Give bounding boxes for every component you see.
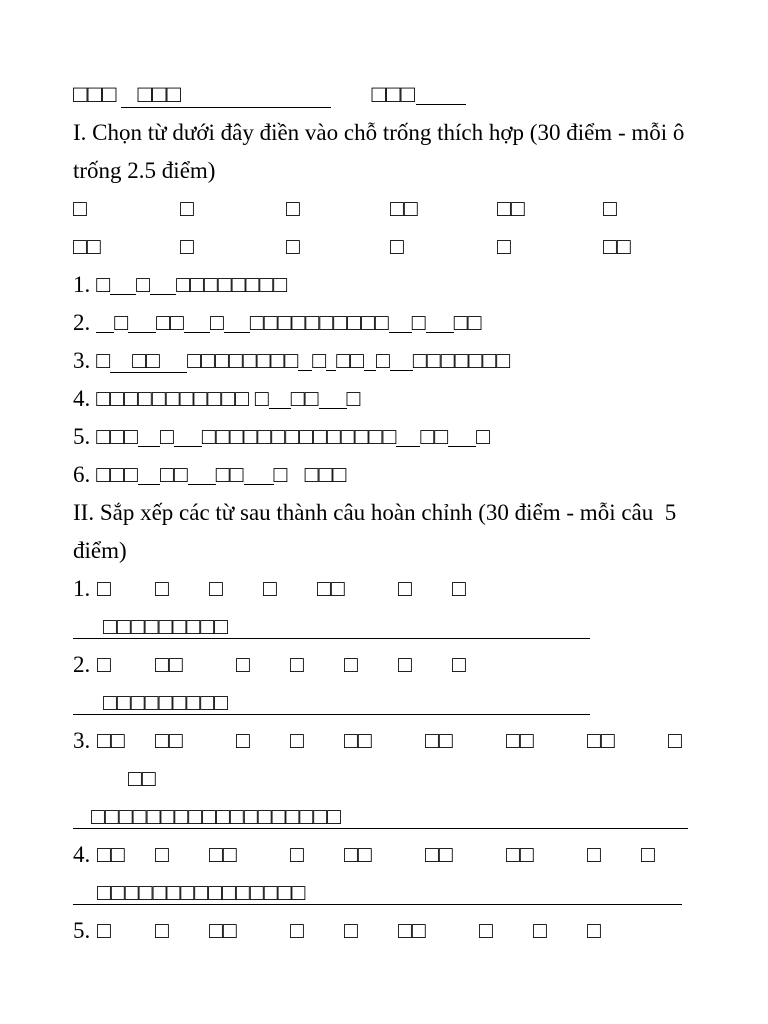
answer-blank [224,332,250,333]
question-text: □ [96,348,111,373]
question-number: 4. [73,386,91,411]
answer-blank [396,446,420,447]
question-text: □ [114,310,129,335]
answer-line-text: □□□□□□□□□□□□□□□ [73,881,682,905]
word-tile: □□ [209,918,237,943]
name-field: □□□ [121,83,331,108]
sentence-question-cont [0,760,768,798]
question-number: 5. [73,424,91,449]
section-1-instruction: I. Chọn từ dưới đây điền vào chỗ trống thích hợp (30 điểm - mỗi ô [73,120,685,145]
word-tile: □ [97,576,111,601]
worksheet-header [0,76,768,114]
word-bank-item: □ [73,196,87,221]
question-number: 3. [73,348,91,373]
question-text: □ [312,348,327,373]
word-tile: □□ [97,728,125,753]
question-number: 2. [73,652,91,677]
sentence-question [0,646,768,684]
word-tile: □ [452,576,466,601]
word-tile: □□ [317,576,345,601]
word-tile: □ [236,652,250,677]
answer-blank [426,332,454,333]
answer-line [0,608,768,646]
question-number: 1. [73,272,91,297]
word-bank-item: □ [390,234,404,259]
word-tile: □□ [506,842,534,867]
question-text: □ [476,424,491,449]
question-text: □□□□□□□□□□ [249,310,389,335]
question-text: □□□ [96,424,138,449]
question-number: 4. [73,842,91,867]
question-text: □□□□□□□□□□□ □ [96,386,269,411]
word-tile: □□ [425,728,453,753]
sentence-question [0,836,768,874]
question-number: 1. [73,576,91,601]
answer-blank [448,446,476,447]
word-tile: □□ [587,728,615,753]
word-tile: □□ [344,842,372,867]
question-text: □ [376,348,390,373]
answer-blank [319,408,347,409]
question-text: □ □□□ [273,462,347,487]
word-tile: □ [290,652,304,677]
word-tile: □□ [209,842,237,867]
class-blank [416,104,466,105]
word-tile: □ [236,728,250,753]
answer-blank [326,370,336,371]
word-tile: □ [263,576,277,601]
question-number: 6. [73,462,91,487]
question-text: □□□□□□□□ [176,272,288,297]
answer-blank [184,332,210,333]
word-tile: □ [290,728,304,753]
section-1-instruction-cont: trống 2.5 điểm) [73,158,216,183]
underlined-answer: □□ [110,349,187,373]
word-tile: □□ [155,652,183,677]
word-tile: □ [398,576,412,601]
question-text: □□ [420,424,449,449]
answer-line-text: □□□□□□□□□□□□□□□□□□ [73,805,688,829]
answer-blank [389,332,412,333]
fill-in-question [0,456,768,494]
word-tile: □ [290,842,304,867]
answer-blank [150,294,176,295]
word-bank-item: □□ [497,196,525,221]
answer-blank [188,484,216,485]
word-tile: □ [344,652,358,677]
word-bank-item: □□ [390,196,418,221]
word-bank-item: □ [180,196,194,221]
question-text: □□□□□□□□ [187,348,299,373]
question-text: □□□□□□□□□□□□□□ [201,424,397,449]
word-tile: □□ [506,728,534,753]
word-tile: □ [155,918,169,943]
question-text: □□ [159,462,188,487]
answer-line-text: □□□□□□□□□ [73,691,590,715]
word-tile: □ [97,652,111,677]
word-tile: □ [533,918,547,943]
fill-in-question [0,266,768,304]
sentence-question [0,722,768,760]
question-text: □□ [156,310,184,335]
word-tile: □ [155,576,169,601]
answer-line [0,798,768,836]
word-tile: □ [209,576,223,601]
question-text: □□ [215,462,244,487]
question-text: □□ [453,310,482,335]
word-tile: □ [344,918,358,943]
sentence-question [0,570,768,608]
word-tile: □ [587,842,601,867]
section-2-instruction-cont: điểm) [73,538,127,563]
word-tile: □□ [344,728,372,753]
word-bank-item: □ [286,196,300,221]
answer-line [0,684,768,722]
word-tile: □ [290,918,304,943]
question-text: □□□ [96,462,138,487]
answer-blank [174,446,202,447]
question-text: □ [96,272,111,297]
question-number: 2. [73,310,91,335]
answer-blank [110,294,136,295]
answer-blank [390,370,413,371]
name-label: □□□ [73,82,117,108]
answer-line [0,874,768,912]
sentence-question [0,912,768,950]
worksheet-content [0,76,768,950]
word-tile: □□ [128,766,156,791]
word-tile: □□ [398,918,426,943]
word-tile: □ [398,652,412,677]
class-label: □□□ [371,82,415,108]
answer-blank [96,332,114,333]
fill-in-question [0,418,768,456]
word-tile: □ [668,728,682,753]
question-text: □□ [290,386,319,411]
answer-blank [364,370,376,371]
question-text: □□□□□□□ [412,348,511,373]
answer-line-text: □□□□□□□□□ [73,615,590,639]
word-bank [0,190,768,266]
word-bank-item: □□ [73,234,101,259]
word-bank-item: □ [603,196,617,221]
word-tile: □ [452,652,466,677]
word-tile: □ [479,918,493,943]
word-bank-item: □ [180,234,194,259]
word-bank-item: □ [497,234,511,259]
word-tile: □□ [425,842,453,867]
fill-in-question [0,304,768,342]
question-text: □□ [336,348,364,373]
fill-in-question [0,380,768,418]
question-text: □ [346,386,361,411]
question-text: □ [136,272,151,297]
word-tile: □ [641,842,655,867]
word-tile: □□ [97,842,125,867]
word-bank-item: □ [286,234,300,259]
answer-blank [298,370,312,371]
question-number: 3. [73,728,91,753]
answer-blank [138,446,160,447]
answer-blank [269,408,291,409]
question-number: 5. [73,918,91,943]
fill-in-question [0,342,768,380]
word-tile: □□ [155,728,183,753]
word-tile: □ [97,918,111,943]
answer-blank [128,332,156,333]
section-2-instruction: II. Sắp xếp các từ sau thành câu hoàn chỉnh (30 điểm - mỗi câu 5 [73,500,677,525]
word-tile: □ [587,918,601,943]
question-text: □ [159,424,174,449]
word-bank-item: □□ [603,234,631,259]
word-tile: □ [155,842,169,867]
question-text: □ [209,310,224,335]
answer-blank [138,484,160,485]
answer-blank [244,484,274,485]
question-text: □ [411,310,426,335]
